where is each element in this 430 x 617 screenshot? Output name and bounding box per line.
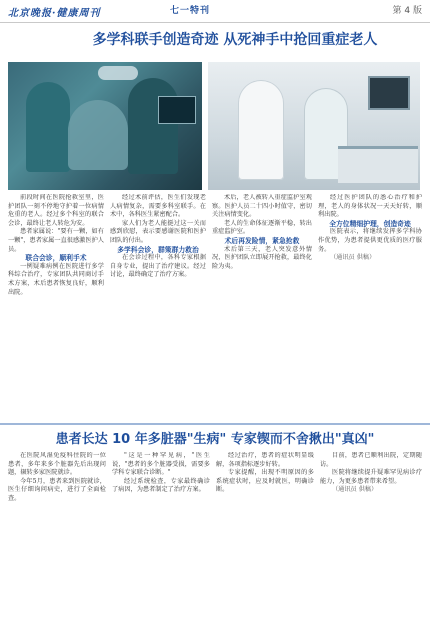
top-col-2 [110, 194, 206, 420]
top-col-4 [318, 194, 422, 420]
subheading: 全方位精细护理，创造奇迹 [329, 219, 411, 228]
paragraph: 一例疑难病例在医院进行多学科综合治疗，专家团队共同商讨手术方案，术后患者恢复良好，顺利出院。 [8, 262, 104, 296]
paragraph: 医院将继续提升疑难罕见病诊疗能力，为更多患者带来希望。 [320, 469, 422, 485]
top-headline: 多学科联手创造奇迹 从死神手中抢回重症老人 [92, 32, 378, 48]
monitor-shape [158, 96, 196, 124]
paragraph: 前段时间在医院抢救室里，医护团队一刻不停地守护着一位病情危重的老人。经过多个科室的联合会诊，最终让老人转危为安。 [8, 194, 104, 227]
paragraph: 术后，老人被转入重症监护室观察。医护人员二十四小时值守，密切关注病情变化。 [212, 194, 312, 219]
top-col-3 [212, 194, 312, 420]
figure-shape [68, 100, 128, 170]
bottom-col-1 [8, 452, 106, 612]
section-divider [0, 423, 430, 425]
paragraph: 在医院风湿免疫科住院的一位患者，多年来多个脏器先后出现问题，辗转多家医院就诊。 [8, 452, 106, 477]
figure-shape [26, 82, 70, 172]
paragraph: 专家提醒，出现不明原因的多系统症状时，应及时就医，明确诊断。 [216, 469, 314, 494]
figure-shape [128, 78, 178, 174]
paragraph: 在会诊过程中，各科专家根据自身专业，提出了治疗建议。经过讨论，最终确定了治疗方案。 [110, 254, 206, 279]
top-col-1 [8, 194, 104, 420]
bottom-headline: 患者长达 10 年多脏器"生病" 专家锲而不舍揪出"真凶" [55, 432, 375, 447]
paragraph: 经过医护团队的悉心治疗和护理，老人的身体状况一天天好转，顺利出院。 [318, 194, 422, 219]
section-label: 七一特刊 [170, 6, 211, 16]
page-number: 第 4 版 [392, 6, 422, 16]
subheading: 术后再发险情，紧急抢救 [224, 236, 300, 245]
paragraph: 家人们为老人能挺过这一关而感到欣慰，表示要感谢医院和医护团队的付出。 [110, 219, 206, 244]
bed-shape [338, 146, 418, 183]
surgery-photo [8, 62, 202, 190]
byline: （通讯员 供稿） [332, 486, 378, 494]
ward-photo [208, 62, 420, 190]
paragraph: 经过术前评估，医生们发现老人病情复杂，需要多科室联手。在术中，各科医生紧密配合。 [110, 194, 206, 219]
paper-logo: 北京晚报·健康周刊 [8, 8, 101, 19]
paragraph: 经过系统检查，专家最终确诊了病因，为患者制定了治疗方案。 [112, 477, 210, 494]
subheading: 多学科会诊，群策群力救治 [117, 245, 199, 254]
paragraph: 术后第三天，老人突发意外情况，医护团队立即展开抢救，最终化险为夷。 [212, 245, 312, 270]
subheading: 联合会诊，顺利手术 [25, 254, 87, 263]
paragraph: 患者家属说："要有一颗，如有一颗"，患者家属一直很感激医护人员。 [8, 228, 104, 253]
masthead [0, 0, 430, 23]
paragraph: 今年5月，患者来到医院就诊，医生仔细询问病史，进行了全面检查。 [8, 477, 106, 502]
bottom-col-2 [112, 452, 210, 612]
lamp-shape [98, 66, 138, 80]
paragraph: 医院表示，将继续发挥多学科协作优势，为患者提供更优质的医疗服务。 [318, 228, 422, 253]
bottom-col-3 [216, 452, 314, 612]
paragraph: "这是一种罕见病，"医生说，"患者的多个脏器受损，需要多学科专家联合诊断。" [112, 452, 210, 477]
figure-shape [238, 80, 284, 180]
paragraph: 老人的生命体征逐渐平稳，转出重症监护室。 [212, 219, 312, 236]
monitor-shape [368, 76, 410, 110]
byline: （通讯员 供稿） [330, 254, 376, 262]
paragraph: 经过治疗，患者的症状明显缓解，各项指标逐步好转。 [216, 452, 314, 468]
paragraph: 目前，患者已顺利出院，定期随访。 [320, 452, 422, 468]
bottom-col-4 [320, 452, 422, 612]
